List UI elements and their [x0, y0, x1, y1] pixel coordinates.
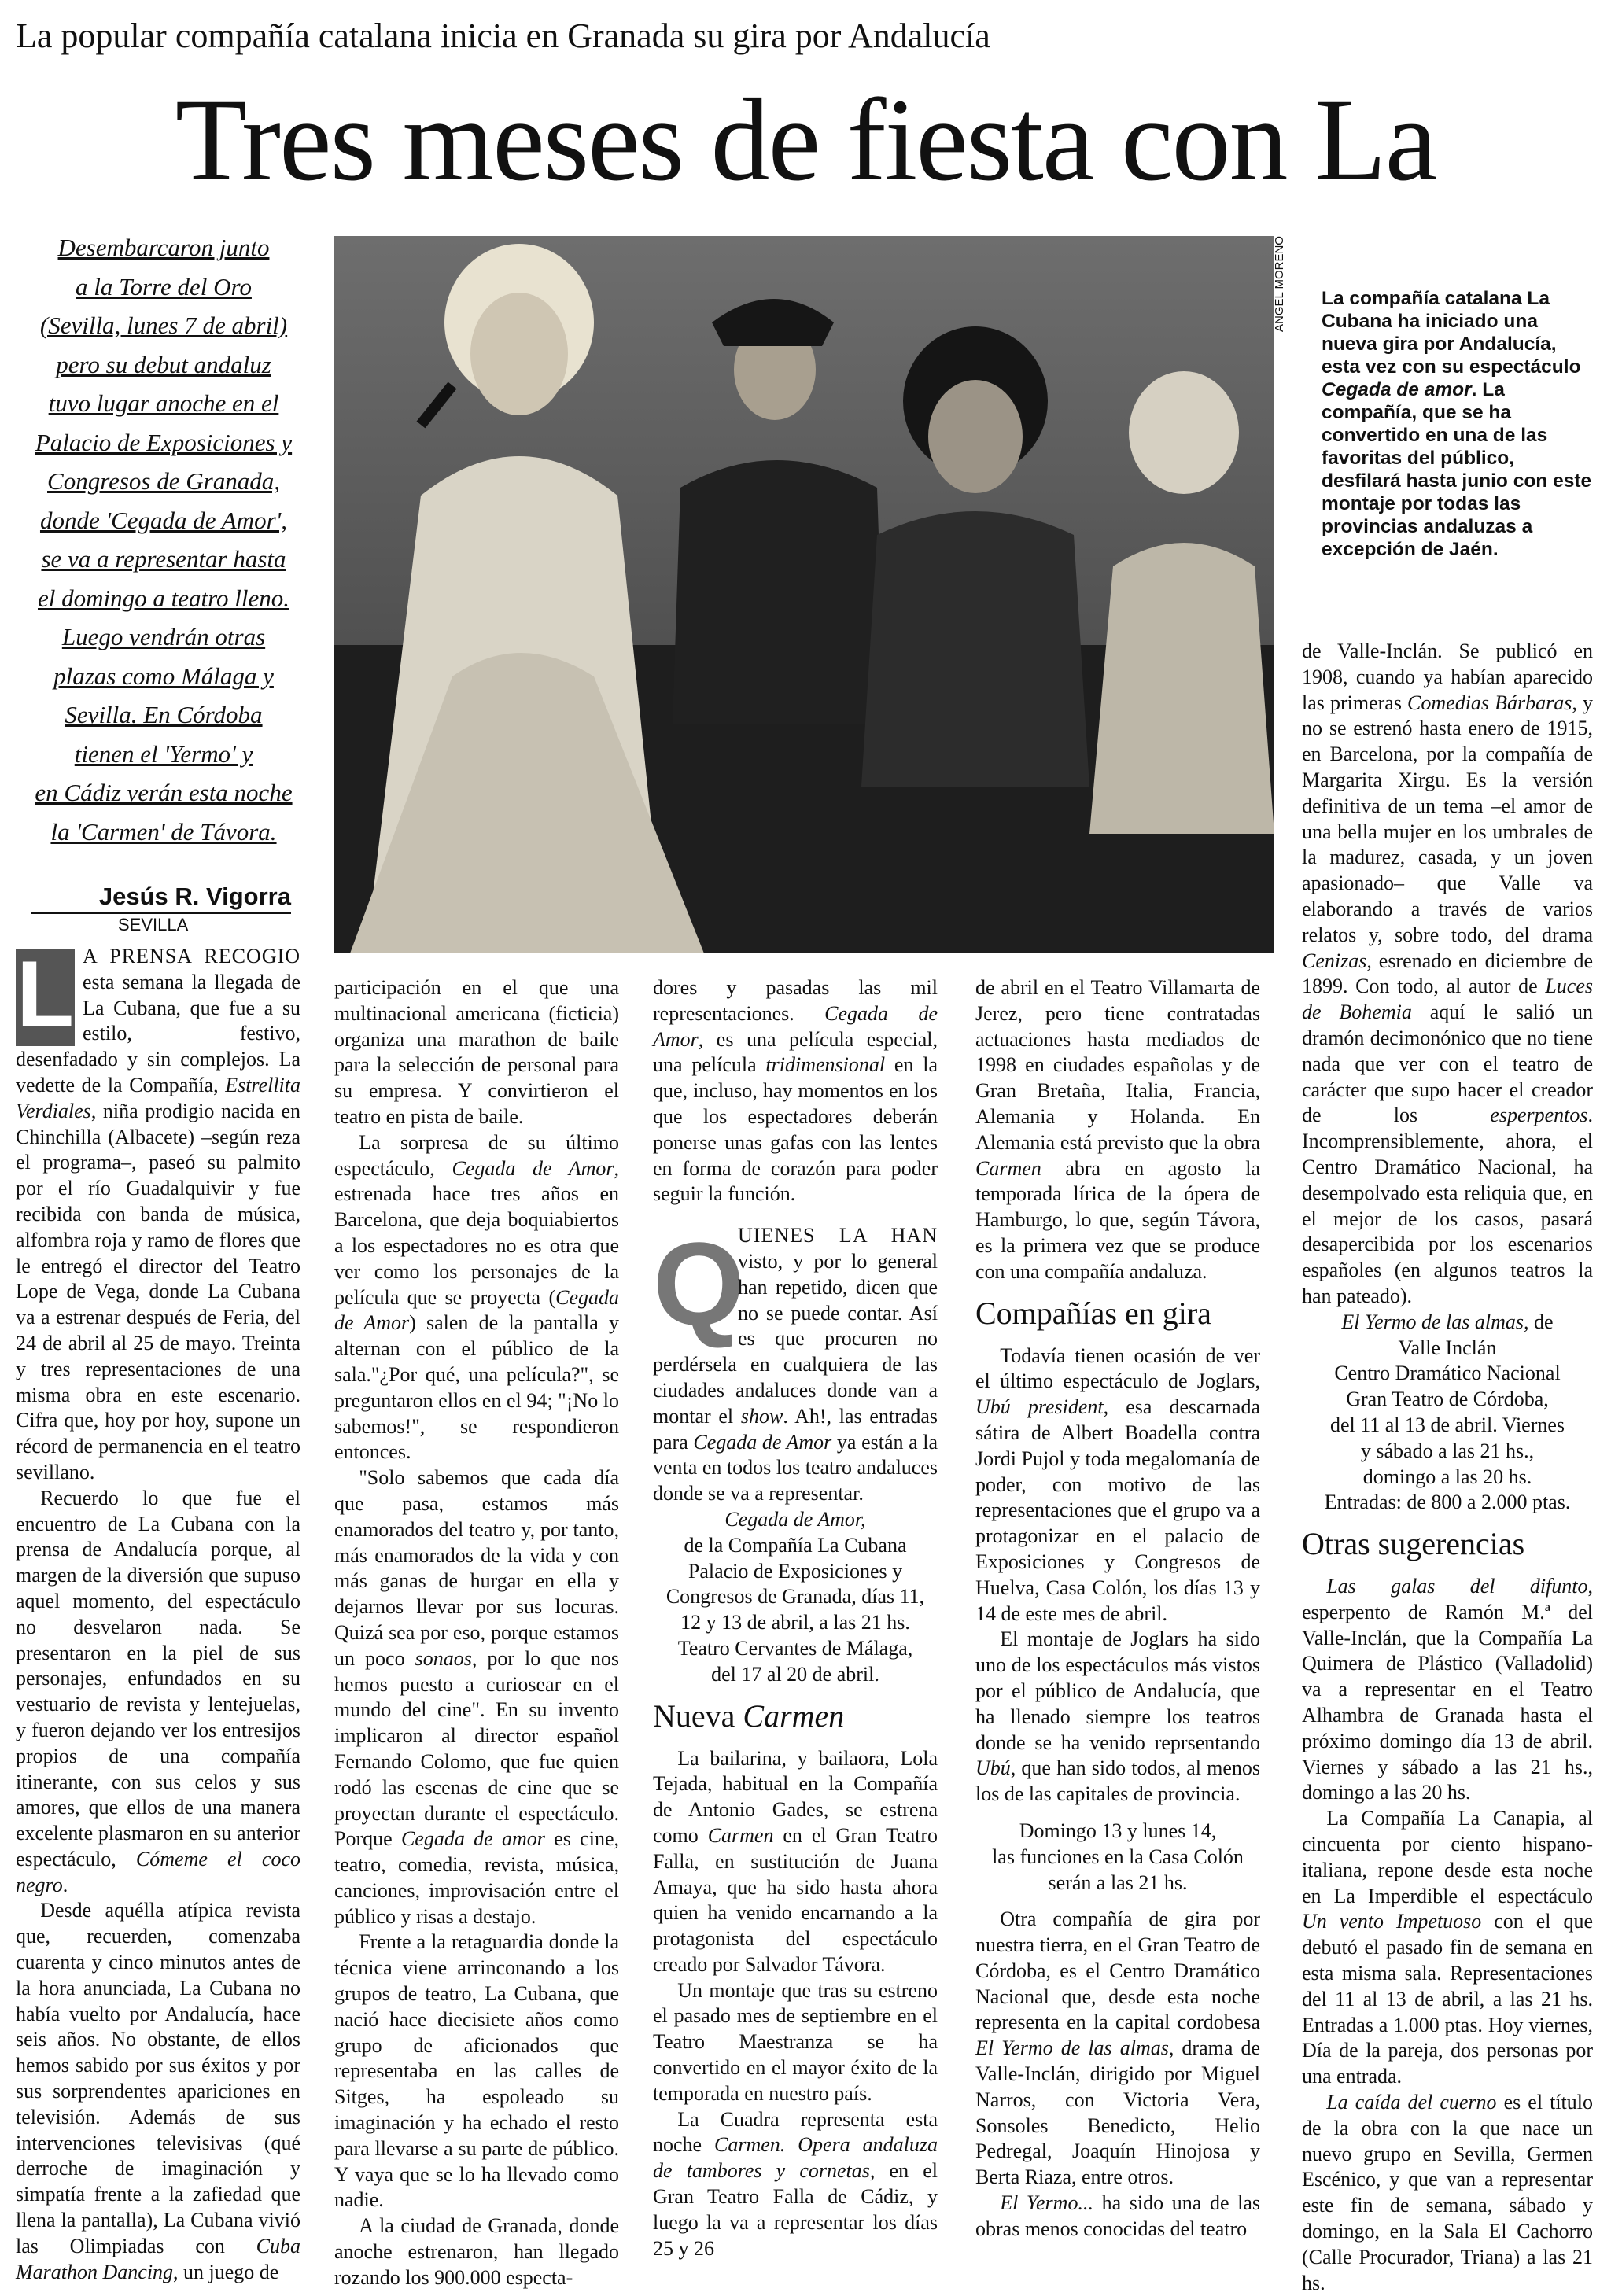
lede-line: el domingo a teatro lleno.	[37, 584, 289, 612]
text-run: sonaos	[415, 1646, 472, 1670]
text-run: abra en agosto la temporada lírica de la ópera de Hamburgo, lo que, según Távora, es la primera vez que se produce con una compañía andaluza.	[975, 1156, 1260, 1283]
drop-cap: L	[16, 942, 75, 1047]
text-run: Cegada de Amor	[653, 1001, 938, 1051]
headline: Tres meses de fiesta con La	[175, 75, 1436, 205]
text-run: , drama de Valle-Inclán, dirigido por Miguel Narros, con Victoria Vera, Sonsoles Benedicto, Helio Pedregal, Joaquín Hinojosa y Berta Riaza, entre otros.	[975, 2036, 1260, 2189]
column-2	[334, 975, 619, 2291]
text-run: Carmen. Opera andaluza de tambores y cornetas,	[653, 2133, 938, 2183]
text-run: con el que debutó el pasado fin de semana en esta misma sala. Representaciones del 11 al 13 de abril, a las 21 hs. Entradas a 1.000 ptas. Hoy viernes, Día de la pareja, dos personas por una entrada.	[1302, 1910, 1593, 2088]
info-line: y sábado a las 21 hs.,	[1360, 1439, 1535, 1462]
text-run: tridimensional	[765, 1053, 886, 1077]
article-paragraph	[16, 1898, 300, 2285]
text-run: .	[62, 1873, 68, 1896]
text-run: es cine, teatro, comedia, revista, música, canciones, improvisación entre el público y risas a destajo.	[334, 1827, 619, 1928]
info-title	[1302, 1310, 1593, 1336]
text-run: . Incomprensiblemente, ahora, el Centro Dramático Nacional, ha desempolvado esta reliquia que, en el mejor de los casos, pasará desapercibida por los escenarios españoles (en algunos teatros la han pateado).	[1302, 1104, 1593, 1307]
text-run: ya están a la venta en todos los teatro andaluces donde se va a representar.	[653, 1430, 938, 1505]
text-run: , esa descarnada sátira de Albert Boadella contra Jordi Pujol y toda megalomanía de poder, con motivo de las representaciones que el grupo va a protagonizar en el palacio de Exposiciones y Congresos de Huelva, Casa Colón, los días 13 y 14 de este mes de abril.	[975, 1395, 1260, 1625]
text-run: Las galas del difunto	[1326, 1575, 1588, 1598]
lede-line: Desembarcaron junto	[57, 234, 270, 261]
text-run: Ubú	[975, 1756, 1011, 1780]
article-paragraph	[653, 1746, 938, 1978]
info-title: Cegada de Amor,	[724, 1507, 866, 1531]
article-paragraph	[975, 2191, 1260, 2243]
info-line: del 11 al 13 de abril. Viernes	[1329, 1413, 1565, 1436]
text-run: de Valle-Inclán. Se publicó en 1908, cuando ya habían aparecido las primeras	[1302, 639, 1593, 714]
column-3	[653, 975, 938, 2261]
text-run: Comedias Bárbaras	[1407, 691, 1572, 714]
text-run: visto, y por lo general han repetido, dicen que no se puede contar. Así es que procuren no perdérsela en cualquiera de las ciudades andaluces donde van a montar el	[653, 1249, 938, 1428]
lede-line: Sevilla. En Córdoba	[65, 701, 263, 728]
text-run: La caída del cuerno	[1326, 2091, 1497, 2114]
info-line: Palacio de Exposiciones y	[688, 1559, 903, 1583]
lede-line: pero su debut andaluz	[56, 350, 271, 378]
article-paragraph: Un montaje que tras su estreno el pasado mes de septiembre en el Teatro Maestranza se ha convertido en el mayor éxito de la temporada en nuestro país.	[653, 1978, 938, 2105]
text-run: , que han sido todos, al menos los de las capitales de provincia.	[975, 1756, 1260, 1806]
lede	[14, 228, 313, 851]
column-4	[975, 975, 1260, 2243]
photo-credit: ANGEL MORENO	[1273, 236, 1286, 332]
article-paragraph: A la ciudad de Granada, donde anoche estrenaron, han llegado rozando los 900.000 especta-	[334, 2214, 619, 2289]
info-line: Valle Inclán	[1398, 1336, 1497, 1359]
text-run: , es una película especial, una película	[653, 1027, 938, 1077]
text-run: Todavía tienen ocasión de ver el último espectáculo de Joglars,	[975, 1343, 1260, 1393]
info-line: Centro Dramático Nacional	[1334, 1362, 1561, 1385]
text-run: de abril en el Teatro Villamarta de Jerez, pero tiene contratadas actuaciones hasta mediados de 1998 en ciudades españolas y de Gran Bretaña, Italia, Francia, Alemania y Holanda. En Alemania está previsto que la obra	[975, 976, 1260, 1154]
text-run: Desde aquélla atípica revista que, recuerden, comenzaba cuarenta y cinco minutos antes de la hora anunciada, La Cubana no había vuelto por Andalucía, hace seis años. No obstante, de ellos hemos sabido por sus éxitos y por sus sorprendentes apariciones en televisión. Además de sus intervenciones televisivas (qué derroche de imaginación y simpatía frente a la zafiedad que llena la pantalla), La Cubana vivió las Olimpiadas con	[16, 1899, 300, 2257]
text-run: , estrenada hace tres años en Barcelona, que deja boquiabiertos a los espectadores no es otra que ver como los personajes de la película que se proyecta (	[334, 1156, 619, 1309]
subheading: Otras sugerencias	[1302, 1526, 1525, 1562]
text-run: en el Gran Teatro Falla de Cádiz, y luego la va a representar los días 25 y 26	[653, 2159, 938, 2260]
text-run: ) salen de la pantalla y alternan con el público de la sala."¿Por qué, una película?", se preguntaron ellos en el 94; "¡No lo sabemos!", se respondieron entonces.	[334, 1311, 619, 1464]
article-paragraph	[16, 1486, 300, 1899]
main-photo	[334, 236, 1274, 953]
text-run: Cegada de amor	[400, 1827, 545, 1851]
text-run: Cegada de Amor	[334, 1285, 619, 1335]
text-run: , por lo que nos hemos puesto a curiosear en el mundo del cine". En su invento implicaron al director español Fernando Colomo, que fue quien rodó las escenas de cine que se proyectan durante el espectáculo. Porque	[334, 1646, 619, 1851]
lede-line: tuvo lugar anoche en el	[48, 389, 279, 417]
text-run: Cegada de Amor	[693, 1430, 832, 1454]
article-paragraph	[1302, 639, 1593, 1310]
lede-line: a la Torre del Oro	[76, 272, 252, 300]
info-line: domingo a las 20 hs.	[1362, 1465, 1532, 1488]
lede-line: en Cádiz verán esta noche	[35, 779, 293, 806]
lede-line: Palacio de Exposiciones y	[35, 428, 293, 456]
lead-caps: A PRENSA RECOGIO	[83, 945, 300, 967]
text-run: Cómeme el coco negro	[16, 1847, 300, 1896]
text-run: El Yermo de las almas,	[1341, 1310, 1529, 1333]
article-paragraph	[16, 944, 300, 1486]
text-run: esperpentos	[1490, 1104, 1588, 1127]
info-line: Teatro Cervantes de Málaga,	[677, 1636, 913, 1660]
lede-line: plazas como Málaga y	[53, 662, 274, 690]
subheading	[653, 1694, 938, 1738]
article-paragraph	[653, 1218, 938, 1507]
text-run: show	[740, 1404, 783, 1428]
article-paragraph	[975, 1907, 1260, 2191]
text-run: Carmen	[975, 1156, 1041, 1180]
info-line: 12 y 13 de abril, a las 21 hs.	[680, 1611, 910, 1634]
text-run: esta semana la llegada de La Cubana, que fue a su estilo, festivo, desenfadado y sin complejos. La vedette de la Compañía,	[16, 970, 300, 1096]
info-line: serán a las 21 hs.	[1048, 1870, 1188, 1894]
text-run: en la que, incluso, hay momentos en los que los espectadores deberán ponerse unas gafas con las lentes en forma de corazón para poder seguir la función.	[653, 1053, 938, 1206]
column-1	[16, 944, 300, 2285]
text-run: , y no se estrenó hasta enero de 1915, en Barcelona, por la compañía de Margarita Xirgu. Es la versión definitiva de un tema –el amor de una bella mujer en los umbrales de la madurez, casada, y un joven apasionado– que Valle va elaborando a través de varios relatos y, sobre todo, del drama	[1302, 691, 1593, 946]
text-run: "Solo sabemos que cada día que pasa, estamos más enamorados del teatro y, por tanto, más enamorados de la vida y con más ganas de hurgar en ella y dejarnos llevar por sus locuras. Quizá sea por eso, porque estamos un poco	[334, 1466, 619, 1670]
article-paragraph	[975, 975, 1260, 1285]
kicker: La popular compañía catalana inicia en Granada su gira por Andalucía	[16, 17, 990, 55]
text-run: . Ah!, las entradas para	[653, 1404, 938, 1454]
lead-caps: UIENES LA HAN	[738, 1224, 938, 1248]
article-paragraph: participación en el que una multinacional americana (ficticia) organiza una marathon de baile para la selección de personal para su empresa. Y convirtieron el teatro en pista de baile.	[334, 976, 619, 1128]
article-paragraph	[1302, 1806, 1593, 2090]
text-run: Nueva	[653, 1697, 743, 1734]
text-run: Recuerdo lo que fue el encuentro de La Cubana con la prensa de Andalucía porque, al margen de la diversión que supuso aquel momento, del espectáculo no desvelaron nada. Se presentaron en la piel de sus personajes, enfundados en su vestuario de revista y lentejuelas, y fueron dejando ver los entresijos propios de una compañía itinerante, con sus celos y sus amores, que ellos de una manera excelente plasmaron en su anterior espectáculo,	[16, 1486, 300, 1870]
article-paragraph	[1302, 1574, 1593, 1806]
caption-title: Cegada de amor	[1322, 379, 1472, 400]
text-run: Estrellita Verdiales	[16, 1073, 300, 1122]
text-run: Un vento Impetuoso	[1302, 1910, 1482, 1933]
text-run: ha sido una de las obras menos conocidas del teatro	[975, 2191, 1260, 2240]
text-run: es el título de la obra con la que nace un nuevo grupo en Sevilla, Germen Escénico, y que van a representar este fin de semana, sábado y domingo, en la Sala El Cachorro (Calle Procurador, Triana) a las 21 hs.	[1302, 2091, 1593, 2294]
text-run: , esrenado en diciembre de 1899. Con todo, al autor de	[1302, 949, 1593, 998]
text-run: Carmen	[707, 1823, 774, 1847]
info-line: Congresos de Granada, días 11,	[665, 1585, 925, 1609]
photo-caption	[1322, 287, 1597, 561]
text-run: Cegada de Amor	[452, 1156, 614, 1180]
lede-line: (Sevilla, lunes 7 de abril)	[39, 311, 288, 339]
text-run: , un juego de	[173, 2260, 279, 2283]
text-run: La Compañía La Canapia, al cincuenta por ciento hispano-italiana, repone desde esta noche en La Imperdible el espectáculo	[1302, 1807, 1593, 1907]
lede-line: donde 'Cegada de Amor',	[39, 506, 288, 534]
text-run: El montaje de Joglars ha sido uno de los espectáculos más vistos por el público de Andalucía, que ha llenado siempre los teatros donde se ha venido reprsentando	[975, 1627, 1260, 1754]
caption-text: . La compañía, que se ha convertido en una de las favoritas del público, desfilará hasta junio con este montaje por todas las provincias andaluzas a excepción de Jaén.	[1322, 379, 1592, 560]
lede-line: tienen el 'Yermo' y	[74, 739, 253, 768]
article-paragraph	[334, 1130, 619, 1465]
drop-cap: Q	[653, 1218, 745, 1351]
lede-line: Congresos de Granada,	[47, 467, 280, 495]
article-paragraph	[334, 1465, 619, 1929]
text-run: Luces de Bohemia	[1302, 975, 1593, 1024]
text-run: Cenizas	[1302, 949, 1367, 972]
byline-place: SEVILLA	[118, 915, 189, 934]
text-run: aquí le salió un dramón decimonónico que no tiene nada que ver con el teatro de carácter que supo hacer el creador de los	[1302, 1001, 1593, 1127]
photo-illustration	[334, 236, 1274, 953]
info-line: del 17 al 20 de abril.	[711, 1662, 879, 1686]
info-line: Entradas: de 800 a 2.000 ptas.	[1324, 1491, 1571, 1514]
text-run: Otra compañía de gira por nuestra tierra, en el Gran Teatro de Córdoba, es el Centro Dramático Nacional que, desde esta noche representa en la capital cordobesa	[975, 1907, 1260, 2034]
text-run: de	[1528, 1310, 1554, 1333]
text-run: en el Gran Teatro Falla, en sustitución de Juana Amaya, que ha sido hasta ahora quien ha venido encarnando a la protagonista del espectáculo creado por Salvador Távora.	[653, 1823, 938, 1976]
article-paragraph	[975, 1627, 1260, 1808]
text-run: , niña prodigio nacida en Chinchilla (Albacete) –según reza el programa–, paseó su palmito por el río Guadalquivir y fue recibida con banda de música, alfombra roja y ramo de flores que le entregó el director del Teatro Lope de Vega, donde La Cubana va a estrenar después de Feria, del 24 de abril al 25 de mayo. Treinta y tres representaciones de una misma obra en este escenario. Cifra que, hoy por hoy, supone un récord de permanencia en el teatro sevillano.	[16, 1099, 300, 1483]
text-run: Cuba Marathon Dancing	[16, 2234, 300, 2283]
text-run: Ubú president	[975, 1395, 1104, 1419]
article-paragraph	[653, 2107, 938, 2262]
info-line: Domingo 13 y lunes 14,	[1019, 1819, 1217, 1842]
subheading: Compañías en gira	[975, 1295, 1211, 1331]
info-line: las funciones en la Casa Colón	[992, 1845, 1244, 1868]
column-5	[1302, 639, 1593, 2296]
info-line: Gran Teatro de Córdoba,	[1346, 1388, 1549, 1411]
article-paragraph	[975, 1343, 1260, 1627]
text-run: dores y pasadas las mil representaciones.	[653, 976, 938, 1025]
text-run: La bailarina, y bailaora, Lola Tejada, habitual en la Compañía de Antonio Gades, se estrena como	[653, 1746, 938, 1847]
text-run: , esperpento de Ramón M.ª del Valle-Inclán, que la Compañía La Quimera de Plástico (Valladolid) va a representar en el Teatro Alhambra de Granada hasta el próximo domingo día 13 de abril. Viernes y sábado a las 21 hs., domingo a las 20 hs.	[1302, 1575, 1593, 1804]
lede-line: la 'Carmen' de Távora.	[50, 817, 277, 846]
text-run: La Cuadra representa esta noche	[653, 2107, 938, 2157]
article-paragraph: Frente a la retaguardia donde la técnica viene arrinconando a los grupos de teatro, La Cubana, que nació hace diecisiete años como grupo de aficionados que representaba en las calles de Sitges, ha espoleado su imaginación y ha echado el resto para llevarse a su parte de público. Y vaya que se lo ha llevado como nadie.	[334, 1930, 619, 2212]
lede-line: se va a representar hasta	[41, 545, 286, 573]
text-run: La sorpresa de su último espectáculo,	[334, 1130, 619, 1180]
lede-line: Luego vendrán otras	[61, 623, 266, 650]
text-run: Carmen	[743, 1697, 845, 1734]
text-run: El Yermo...	[1000, 2191, 1093, 2215]
article-paragraph	[653, 975, 938, 1207]
byline-author: Jesús R. Vigorra	[31, 881, 291, 914]
text-run: El Yermo de las almas	[975, 2036, 1169, 2060]
info-line: de la Compañía La Cubana	[684, 1533, 907, 1557]
caption-text: La compañía catalana La Cubana ha iniciado una nueva gira por Andalucía, esta vez con su espectáculo	[1322, 288, 1581, 378]
